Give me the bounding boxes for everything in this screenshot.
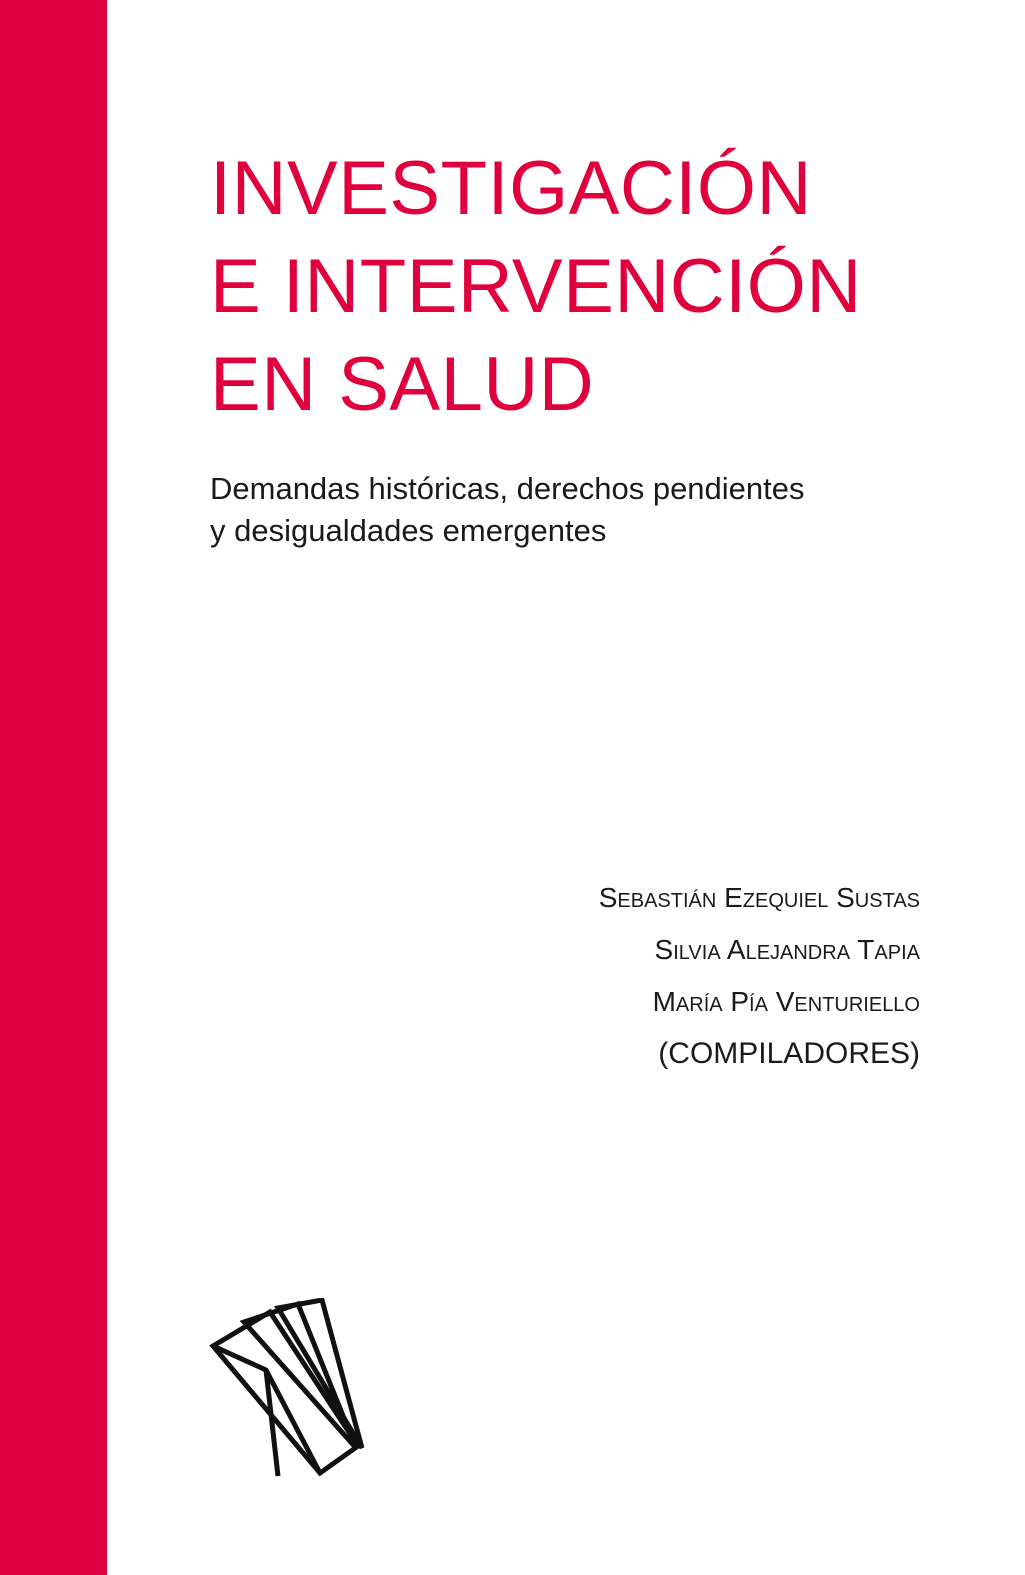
title-line-1: INVESTIGACIÓN: [210, 146, 812, 231]
book-title: [210, 140, 990, 434]
subtitle-line-1: Demandas históricas, derechos pendientes: [210, 471, 805, 506]
author-name: María Pía Venturiello: [652, 986, 920, 1017]
author-name: Silvia Alejandra Tapia: [654, 934, 920, 965]
authors-list: [599, 872, 920, 1080]
fanned-pages-icon: [208, 1298, 378, 1483]
title-line-3: EN SALUD: [210, 342, 595, 427]
book-subtitle: [210, 468, 990, 552]
subtitle-line-2: y desigualdades emergentes: [210, 513, 607, 548]
red-spine-bar: [0, 0, 107, 1575]
editors-role-label: (COMPILADORES): [658, 1037, 920, 1070]
author-name: Sebastián Ezequiel Sustas: [598, 882, 920, 913]
title-line-2: E INTERVENCIÓN: [210, 244, 862, 329]
